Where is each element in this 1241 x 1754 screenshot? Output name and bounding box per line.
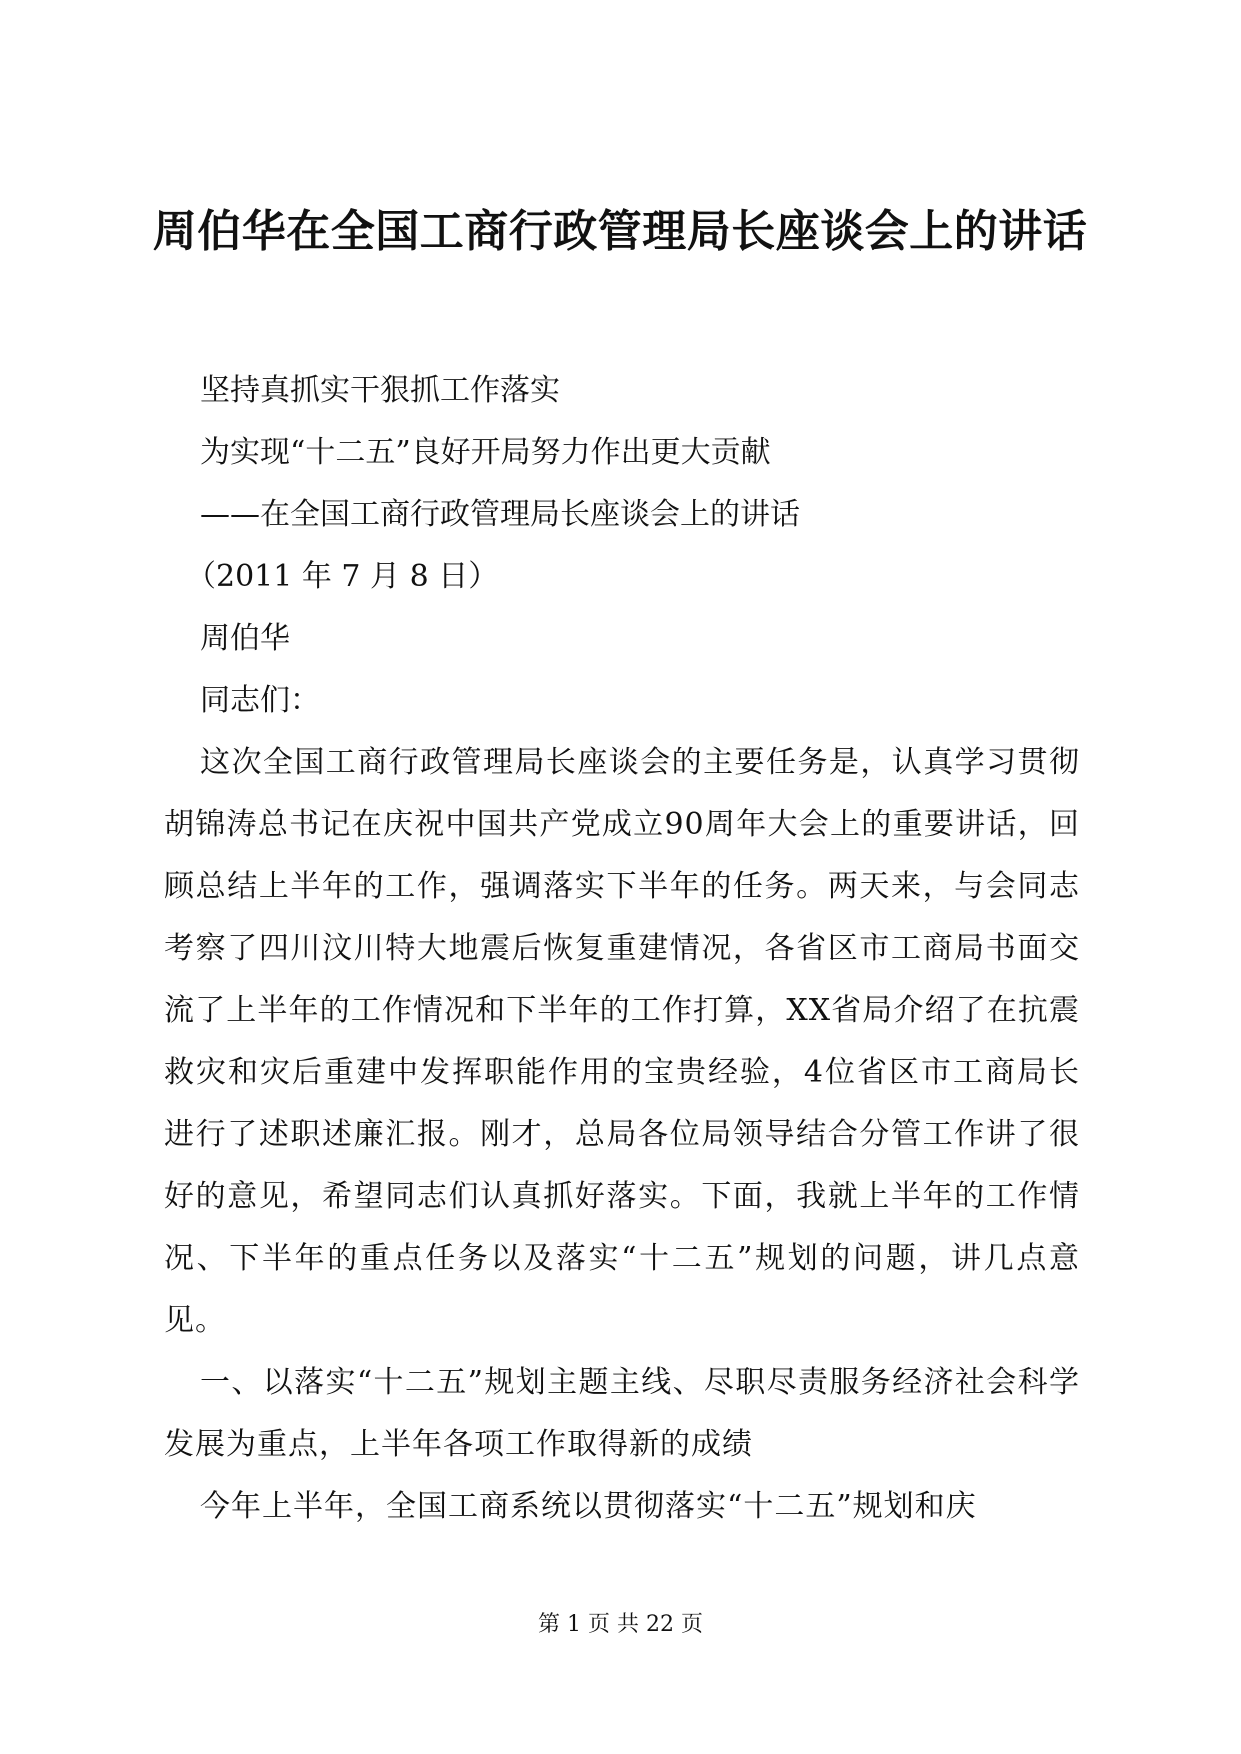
subtitle-line-1: 坚持真抓实干狠抓工作落实: [200, 373, 560, 408]
subtitle-line-3: ——在全国工商行政管理局长座谈会上的讲话: [200, 497, 800, 532]
salutation: 同志们：: [200, 683, 320, 718]
speech-date: （2011 年 7 月 8 日）: [186, 559, 499, 594]
paragraph-intro: 这次全国工商行政管理局长座谈会的主要任务是，认真学习贯彻胡锦涛总书记在庆祝中国共产党成立90周年大会上的重要讲话，回顾总结上半年的工作，强调落实下半年的任务。两天来，与会同志考察了四川汶川特大地震后恢复重建情况，各省区市工商局书面交流了上半年的工作情况和下半年的工作打算，XX省局介绍了在抗震救灾和灾后重建中发挥职能作用的宝贵经验，4位省区市工商局长进行了述职述廉汇报。刚才，总局各位局领导结合分管工作讲了很好的意见，希望同志们认真抓好落实。下面，我就上半年的工作情况、下半年的重点任务以及落实“十二五”规划的问题，讲几点意见。: [164, 745, 1080, 1338]
document-body: [164, 360, 1080, 1538]
author-name: 周伯华: [200, 621, 290, 656]
subtitle-line-2: 为实现“十二五”良好开局努力作出更大贡献: [200, 435, 771, 470]
document-title: 周伯华在全国工商行政管理局长座谈会上的讲话: [152, 206, 1088, 257]
section-heading-1: 一、以落实“十二五”规划主题主线、尽职尽责服务经济社会科学发展为重点，上半年各项工作取得新的成绩: [164, 1365, 1080, 1462]
page-footer: 第 1 页 共 22 页: [538, 1612, 703, 1637]
paragraph-section-1: 今年上半年，全国工商系统以贯彻落实“十二五”规划和庆: [200, 1489, 977, 1524]
